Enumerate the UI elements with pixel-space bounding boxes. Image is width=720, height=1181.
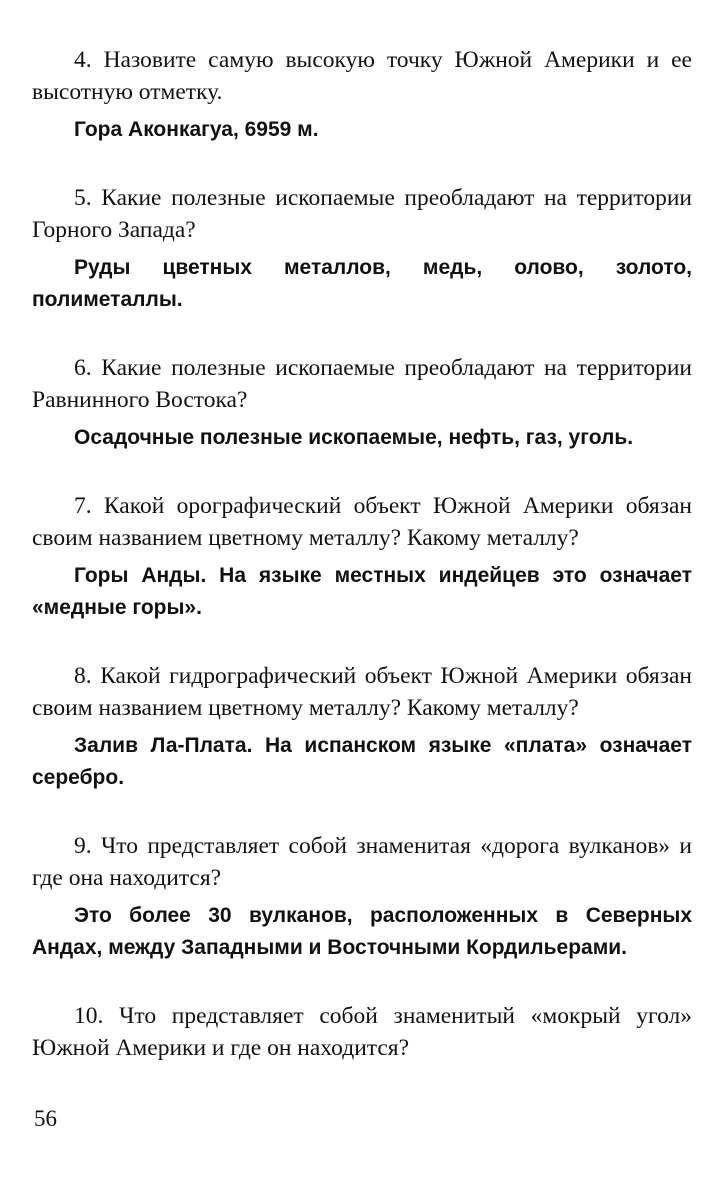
answer-4: Гора Аконкагуа, 6959 м. (74, 118, 319, 141)
page-number: 56 (34, 1106, 57, 1131)
question-5: 5. Какие полезные ископаемые преобладают на территории Горного Запада? (32, 185, 692, 243)
answer-6: Осадочные полезные ископаемые, нефть, газ, уголь. (74, 426, 634, 449)
answer-7: Горы Анды. На языке местных индейцев это означает «медные горы». (32, 564, 692, 619)
qa-item-8 (32, 660, 692, 794)
qa-item-5 (32, 182, 692, 316)
qa-item-4 (32, 44, 692, 146)
answer-5: Руды цветных металлов, медь, олово, золото, полиметаллы. (32, 256, 692, 311)
qa-item-10 (32, 1000, 692, 1064)
answer-8: Залив Ла-Плата. На испанском языке «плата» означает серебро. (32, 734, 692, 789)
question-9: 9. Что представляет собой знаменитая «дорога вулканов» и где она находится? (32, 833, 692, 891)
page-content (32, 44, 692, 1100)
qa-item-6 (32, 352, 692, 454)
answer-9: Это более 30 вулканов, расположенных в Северных Андах, между Западными и Восточными Кордильерами. (32, 904, 692, 959)
question-7: 7. Какой орографический объект Южной Америки обязан своим названием цветному металлу? Какому металлу? (32, 493, 692, 551)
question-6: 6. Какие полезные ископаемые преобладают на территории Равнинного Востока? (32, 355, 692, 413)
question-4: 4. Назовите самую высокую точку Южной Америки и ее высотную отметку. (32, 47, 692, 105)
question-8: 8. Какой гидрографический объект Южной Америки обязан своим названием цветному металлу? Какому металлу? (32, 663, 692, 721)
qa-item-7 (32, 490, 692, 624)
qa-item-9 (32, 830, 692, 964)
question-10: 10. Что представляет собой знаменитый «мокрый угол» Южной Америки и где он находится? (32, 1003, 692, 1061)
